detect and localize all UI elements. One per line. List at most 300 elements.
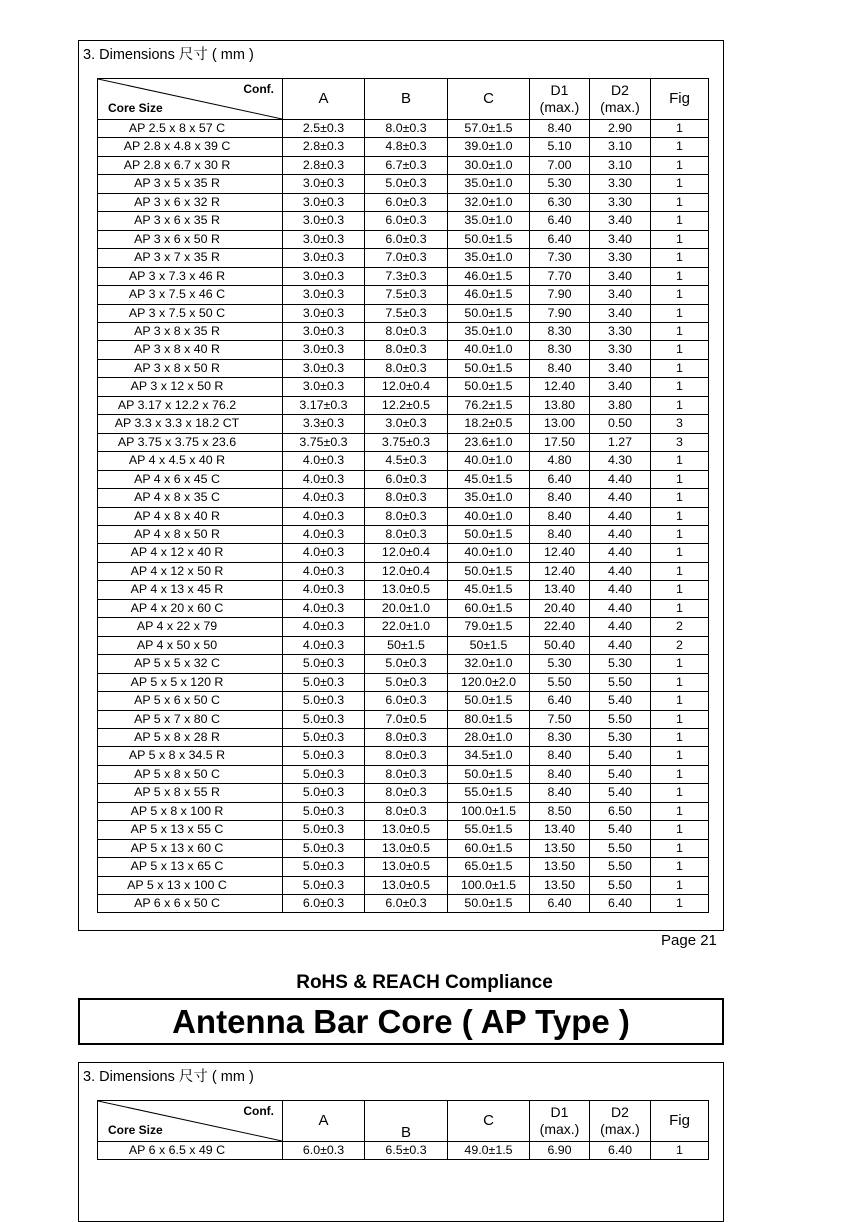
fig-cell: 1 <box>651 322 709 340</box>
b-cell: 13.0±0.5 <box>365 581 448 599</box>
c-cell: 28.0±1.0 <box>448 728 530 746</box>
c-cell: 55.0±1.5 <box>448 784 530 802</box>
core-size-label: AP 3.75 x 3.75 x 23.6 <box>117 434 237 449</box>
core-size-label: AP 4 x 12 x 50 R <box>130 563 224 578</box>
a-cell: 5.0±0.3 <box>283 858 365 876</box>
b-cell: 13.0±0.5 <box>365 876 448 894</box>
header-d1-label: D1 <box>550 82 569 98</box>
fig-cell: 1 <box>651 765 709 783</box>
core-size-cell <box>98 784 283 802</box>
c-cell: 46.0±1.5 <box>448 267 530 285</box>
header-d2-label: D2 <box>611 82 629 98</box>
d2-cell: 3.30 <box>590 341 651 359</box>
a-cell: 2.8±0.3 <box>283 138 365 156</box>
table-row <box>98 378 709 396</box>
header-b: B <box>365 79 448 120</box>
c-cell: 50±1.5 <box>448 636 530 654</box>
d1-cell: 8.40 <box>530 359 590 377</box>
c-cell: 32.0±1.0 <box>448 193 530 211</box>
a-cell: 4.0±0.3 <box>283 544 365 562</box>
b-cell: 13.0±0.5 <box>365 821 448 839</box>
header-b: B <box>365 1101 448 1142</box>
d2-cell: 4.40 <box>590 525 651 543</box>
fig-cell: 1 <box>651 396 709 414</box>
dimensions-section <box>78 40 724 931</box>
b-cell: 6.0±0.3 <box>365 193 448 211</box>
table-row <box>98 821 709 839</box>
d2-cell: 4.40 <box>590 507 651 525</box>
d2-cell: 3.10 <box>590 138 651 156</box>
fig-cell: 1 <box>651 286 709 304</box>
b-cell: 12.0±0.4 <box>365 562 448 580</box>
d1-cell: 6.90 <box>530 1142 590 1160</box>
table-row <box>98 470 709 488</box>
b-cell: 12.0±0.4 <box>365 544 448 562</box>
header-d1 <box>530 1101 590 1142</box>
c-cell: 40.0±1.0 <box>448 341 530 359</box>
table-row <box>98 525 709 543</box>
core-size-cell <box>98 175 283 193</box>
core-size-cell <box>98 581 283 599</box>
core-size-label: AP 6 x 6 x 50 C <box>134 896 220 911</box>
a-cell: 4.0±0.3 <box>283 618 365 636</box>
c-cell: 30.0±1.0 <box>448 156 530 174</box>
a-cell: 3.17±0.3 <box>283 396 365 414</box>
d1-cell: 7.50 <box>530 710 590 728</box>
fig-cell: 1 <box>651 544 709 562</box>
table-row <box>98 507 709 525</box>
b-cell: 6.5±0.3 <box>365 1142 448 1160</box>
core-size-label: AP 4 x 8 x 40 R <box>134 508 220 523</box>
d1-cell: 7.00 <box>530 156 590 174</box>
d1-cell: 50.40 <box>530 636 590 654</box>
a-cell: 3.0±0.3 <box>283 267 365 285</box>
d1-cell: 8.40 <box>530 525 590 543</box>
table-row <box>98 249 709 267</box>
c-cell: 100.0±1.5 <box>448 876 530 894</box>
d2-cell: 3.10 <box>590 156 651 174</box>
core-size-label: AP 5 x 8 x 50 C <box>134 766 220 781</box>
c-cell: 50.0±1.5 <box>448 378 530 396</box>
header-d2-sub: (max.) <box>600 99 640 115</box>
core-size-label: AP 4 x 20 x 60 C <box>130 600 224 615</box>
table-row <box>98 415 709 433</box>
d1-cell: 8.40 <box>530 765 590 783</box>
table-row <box>98 341 709 359</box>
b-cell: 7.0±0.5 <box>365 710 448 728</box>
table-body <box>98 120 709 913</box>
c-cell: 76.2±1.5 <box>448 396 530 414</box>
header-core-size: Core Size <box>108 101 163 116</box>
c-cell: 40.0±1.0 <box>448 452 530 470</box>
core-size-cell <box>98 710 283 728</box>
b-cell: 8.0±0.3 <box>365 120 448 138</box>
header-conf: Conf. <box>243 82 274 96</box>
c-cell: 45.0±1.5 <box>448 470 530 488</box>
core-size-label: AP 3 x 5 x 35 R <box>134 176 220 191</box>
d1-cell: 12.40 <box>530 544 590 562</box>
core-size-label: AP 5 x 8 x 28 R <box>134 729 220 744</box>
a-cell: 3.0±0.3 <box>283 249 365 267</box>
b-cell: 6.7±0.3 <box>365 156 448 174</box>
d2-cell: 4.40 <box>590 636 651 654</box>
section-title-continued: 3. Dimensions 尺寸 ( mm ) <box>83 1069 254 1085</box>
d2-cell: 5.40 <box>590 692 651 710</box>
table-row <box>98 599 709 617</box>
fig-cell: 2 <box>651 618 709 636</box>
header-d2 <box>590 1101 651 1142</box>
header-d1-label: D1 <box>550 1104 569 1120</box>
core-size-cell <box>98 322 283 340</box>
fig-cell: 1 <box>651 802 709 820</box>
core-size-label: AP 4 x 6 x 45 C <box>134 471 220 486</box>
d2-cell: 3.40 <box>590 378 651 396</box>
table-row <box>98 452 709 470</box>
b-cell: 5.0±0.3 <box>365 175 448 193</box>
fig-cell: 1 <box>651 599 709 617</box>
d1-cell: 5.50 <box>530 673 590 691</box>
d2-cell: 5.50 <box>590 839 651 857</box>
d1-cell: 8.30 <box>530 322 590 340</box>
c-cell: 55.0±1.5 <box>448 821 530 839</box>
core-size-cell <box>98 747 283 765</box>
core-size-cell <box>98 304 283 322</box>
core-size-cell <box>98 212 283 230</box>
a-cell: 4.0±0.3 <box>283 452 365 470</box>
b-cell: 5.0±0.3 <box>365 655 448 673</box>
c-cell: 35.0±1.0 <box>448 489 530 507</box>
fig-cell: 1 <box>651 784 709 802</box>
b-cell: 6.0±0.3 <box>365 212 448 230</box>
table-row <box>98 710 709 728</box>
table-row <box>98 655 709 673</box>
b-cell: 8.0±0.3 <box>365 489 448 507</box>
b-cell: 8.0±0.3 <box>365 322 448 340</box>
table-row <box>98 858 709 876</box>
d1-cell: 6.30 <box>530 193 590 211</box>
a-cell: 5.0±0.3 <box>283 802 365 820</box>
table-row <box>98 359 709 377</box>
a-cell: 5.0±0.3 <box>283 728 365 746</box>
core-size-label: AP 2.5 x 8 x 57 C <box>128 121 226 135</box>
fig-cell: 1 <box>651 839 709 857</box>
table-row <box>98 895 709 913</box>
a-cell: 3.3±0.3 <box>283 415 365 433</box>
core-size-cell <box>98 378 283 396</box>
core-size-cell <box>98 692 283 710</box>
fig-cell: 1 <box>651 249 709 267</box>
table-row <box>98 138 709 156</box>
table-row <box>98 562 709 580</box>
fig-cell: 2 <box>651 636 709 654</box>
d2-cell: 6.50 <box>590 802 651 820</box>
core-size-label: AP 5 x 8 x 34.5 R <box>128 748 226 763</box>
fig-cell: 1 <box>651 489 709 507</box>
fig-cell: 1 <box>651 193 709 211</box>
fig-cell: 1 <box>651 378 709 396</box>
core-size-label: AP 3 x 6 x 35 R <box>134 213 220 228</box>
fig-cell: 1 <box>651 581 709 599</box>
core-size-label: AP 5 x 5 x 32 C <box>134 656 220 671</box>
a-cell: 4.0±0.3 <box>283 489 365 507</box>
dimensions-section-continued <box>78 1062 724 1222</box>
d2-cell: 3.30 <box>590 175 651 193</box>
core-size-cell <box>98 359 283 377</box>
table-row <box>98 267 709 285</box>
core-size-cell <box>98 489 283 507</box>
d1-cell: 8.30 <box>530 341 590 359</box>
d1-cell: 7.90 <box>530 286 590 304</box>
fig-cell: 1 <box>651 212 709 230</box>
page-number: Page 21 <box>661 932 717 949</box>
a-cell: 4.0±0.3 <box>283 636 365 654</box>
d2-cell: 3.40 <box>590 286 651 304</box>
core-size-label: AP 2.8 x 4.8 x 39 C <box>123 139 231 154</box>
header-d2-sub: (max.) <box>600 1121 640 1137</box>
core-size-label: AP 3 x 12 x 50 R <box>130 379 224 394</box>
core-size-cell <box>98 396 283 414</box>
fig-cell: 1 <box>651 507 709 525</box>
a-cell: 4.0±0.3 <box>283 507 365 525</box>
a-cell: 3.0±0.3 <box>283 175 365 193</box>
header-d2 <box>590 79 651 120</box>
a-cell: 3.0±0.3 <box>283 341 365 359</box>
fig-cell: 1 <box>651 341 709 359</box>
b-cell: 6.0±0.3 <box>365 895 448 913</box>
b-cell: 7.5±0.3 <box>365 286 448 304</box>
d1-cell: 6.40 <box>530 692 590 710</box>
core-size-label: AP 4 x 13 x 45 R <box>130 582 224 597</box>
header-c: C <box>448 79 530 120</box>
b-cell: 6.0±0.3 <box>365 230 448 248</box>
a-cell: 5.0±0.3 <box>283 839 365 857</box>
a-cell: 3.0±0.3 <box>283 286 365 304</box>
b-cell: 4.5±0.3 <box>365 452 448 470</box>
c-cell: 34.5±1.0 <box>448 747 530 765</box>
b-cell: 50±1.5 <box>365 636 448 654</box>
core-size-label: AP 4 x 50 x 50 <box>136 637 218 652</box>
a-cell: 6.0±0.3 <box>283 1142 365 1160</box>
c-cell: 35.0±1.0 <box>448 249 530 267</box>
core-size-cell <box>98 673 283 691</box>
d2-cell: 4.40 <box>590 489 651 507</box>
core-size-label: AP 3 x 7.5 x 50 C <box>128 305 226 320</box>
fig-cell: 1 <box>651 728 709 746</box>
table-row <box>98 230 709 248</box>
core-size-label: AP 3 x 8 x 50 R <box>134 360 220 375</box>
header-d1-sub: (max.) <box>539 1121 580 1137</box>
d2-cell: 3.30 <box>590 249 651 267</box>
a-cell: 5.0±0.3 <box>283 692 365 710</box>
table-row <box>98 636 709 654</box>
fig-cell: 1 <box>651 267 709 285</box>
d2-cell: 5.30 <box>590 728 651 746</box>
table-row <box>98 544 709 562</box>
b-cell: 8.0±0.3 <box>365 747 448 765</box>
c-cell: 50.0±1.5 <box>448 562 530 580</box>
core-size-label: AP 3.3 x 3.3 x 18.2 CT <box>114 416 240 431</box>
table-row <box>98 1142 709 1160</box>
b-cell: 6.0±0.3 <box>365 470 448 488</box>
b-cell: 12.0±0.4 <box>365 378 448 396</box>
b-cell: 8.0±0.3 <box>365 525 448 543</box>
fig-cell: 1 <box>651 858 709 876</box>
dimensions-table-continued <box>97 1100 709 1160</box>
c-cell: 35.0±1.0 <box>448 212 530 230</box>
core-size-label: AP 5 x 13 x 65 C <box>130 859 224 874</box>
d2-cell: 4.40 <box>590 562 651 580</box>
c-cell: 23.6±1.0 <box>448 433 530 451</box>
header-c: C <box>448 1101 530 1142</box>
compliance-heading: RoHS & REACH Compliance <box>296 972 553 993</box>
d2-cell: 5.50 <box>590 673 651 691</box>
core-size-cell <box>98 415 283 433</box>
fig-cell: 1 <box>651 710 709 728</box>
d2-cell: 5.40 <box>590 765 651 783</box>
d1-cell: 6.40 <box>530 212 590 230</box>
c-cell: 50.0±1.5 <box>448 525 530 543</box>
product-title: Antenna Bar Core ( AP Type ) <box>78 998 724 1045</box>
d1-cell: 13.40 <box>530 821 590 839</box>
d2-cell: 4.40 <box>590 599 651 617</box>
core-size-cell <box>98 728 283 746</box>
fig-cell: 1 <box>651 821 709 839</box>
a-cell: 3.0±0.3 <box>283 212 365 230</box>
header-core-size: Core Size <box>108 1123 163 1138</box>
d1-cell: 8.40 <box>530 507 590 525</box>
b-cell: 8.0±0.3 <box>365 341 448 359</box>
b-cell: 3.0±0.3 <box>365 415 448 433</box>
d1-cell: 5.30 <box>530 655 590 673</box>
core-size-label: AP 5 x 13 x 100 C <box>127 877 227 892</box>
d2-cell: 4.40 <box>590 544 651 562</box>
table-row <box>98 784 709 802</box>
d2-cell: 3.30 <box>590 193 651 211</box>
fig-cell: 1 <box>651 452 709 470</box>
d2-cell: 4.40 <box>590 618 651 636</box>
core-size-label: AP 3 x 6 x 32 R <box>134 194 220 209</box>
table-row <box>98 618 709 636</box>
core-size-label: AP 5 x 8 x 100 R <box>130 803 224 818</box>
a-cell: 5.0±0.3 <box>283 710 365 728</box>
c-cell: 39.0±1.0 <box>448 138 530 156</box>
core-size-label: AP 4 x 8 x 50 R <box>134 526 220 541</box>
core-size-label: AP 3 x 8 x 40 R <box>134 342 220 357</box>
table-row <box>98 120 709 138</box>
header-a: A <box>283 1101 365 1142</box>
d2-cell: 5.40 <box>590 784 651 802</box>
d2-cell: 2.90 <box>590 120 651 138</box>
d1-cell: 5.10 <box>530 138 590 156</box>
table-row <box>98 765 709 783</box>
d1-cell: 7.70 <box>530 267 590 285</box>
core-size-cell <box>98 341 283 359</box>
d1-cell: 7.30 <box>530 249 590 267</box>
d2-cell: 5.50 <box>590 876 651 894</box>
core-size-label: AP 3 x 7 x 35 R <box>134 250 220 265</box>
c-cell: 60.0±1.5 <box>448 599 530 617</box>
a-cell: 3.0±0.3 <box>283 230 365 248</box>
c-cell: 65.0±1.5 <box>448 858 530 876</box>
b-cell: 8.0±0.3 <box>365 728 448 746</box>
d2-cell: 3.40 <box>590 304 651 322</box>
b-cell: 13.0±0.5 <box>365 839 448 857</box>
d1-cell: 13.50 <box>530 839 590 857</box>
c-cell: 32.0±1.0 <box>448 655 530 673</box>
a-cell: 2.5±0.3 <box>283 120 365 138</box>
b-cell: 8.0±0.3 <box>365 507 448 525</box>
c-cell: 50.0±1.5 <box>448 692 530 710</box>
core-size-cell <box>98 452 283 470</box>
fig-cell: 1 <box>651 156 709 174</box>
b-cell: 22.0±1.0 <box>365 618 448 636</box>
core-size-cell <box>98 802 283 820</box>
header-a: A <box>283 79 365 120</box>
d2-cell: 3.40 <box>590 267 651 285</box>
d2-cell: 5.40 <box>590 821 651 839</box>
table-body-continued <box>98 1142 709 1160</box>
core-size-label: AP 4 x 4.5 x 40 R <box>128 453 226 468</box>
header-d1-sub: (max.) <box>539 99 580 115</box>
c-cell: 60.0±1.5 <box>448 839 530 857</box>
header-core-size-conf <box>98 1101 283 1142</box>
d1-cell: 5.30 <box>530 175 590 193</box>
fig-cell: 1 <box>651 692 709 710</box>
fig-cell: 1 <box>651 655 709 673</box>
b-cell: 8.0±0.3 <box>365 359 448 377</box>
b-cell: 7.3±0.3 <box>365 267 448 285</box>
fig-cell: 1 <box>651 470 709 488</box>
core-size-label: AP 5 x 5 x 120 R <box>130 674 224 689</box>
c-cell: 46.0±1.5 <box>448 286 530 304</box>
a-cell: 3.75±0.3 <box>283 433 365 451</box>
table-row <box>98 433 709 451</box>
d2-cell: 4.40 <box>590 581 651 599</box>
header-d1 <box>530 79 590 120</box>
core-size-label: AP 5 x 8 x 55 R <box>134 785 220 800</box>
core-size-label: AP 3 x 8 x 35 R <box>134 323 220 338</box>
table-row <box>98 692 709 710</box>
a-cell: 5.0±0.3 <box>283 784 365 802</box>
core-size-cell <box>98 765 283 783</box>
d1-cell: 8.40 <box>530 784 590 802</box>
core-size-cell <box>98 433 283 451</box>
d1-cell: 12.40 <box>530 378 590 396</box>
a-cell: 4.0±0.3 <box>283 581 365 599</box>
table-row <box>98 286 709 304</box>
d2-cell: 5.50 <box>590 858 651 876</box>
header-core-size-conf <box>98 79 283 120</box>
table-row <box>98 876 709 894</box>
fig-cell: 1 <box>651 673 709 691</box>
table-row <box>98 175 709 193</box>
d1-cell: 8.30 <box>530 728 590 746</box>
fig-cell: 3 <box>651 415 709 433</box>
c-cell: 79.0±1.5 <box>448 618 530 636</box>
d1-cell: 13.50 <box>530 876 590 894</box>
core-size-cell <box>98 120 283 138</box>
b-cell: 3.75±0.3 <box>365 433 448 451</box>
fig-cell: 1 <box>651 175 709 193</box>
core-size-cell <box>98 544 283 562</box>
section-title: 3. Dimensions 尺寸 ( mm ) <box>83 47 254 63</box>
table-row <box>98 156 709 174</box>
a-cell: 3.0±0.3 <box>283 359 365 377</box>
table-row <box>98 673 709 691</box>
c-cell: 120.0±2.0 <box>448 673 530 691</box>
b-cell: 12.2±0.5 <box>365 396 448 414</box>
c-cell: 57.0±1.5 <box>448 120 530 138</box>
